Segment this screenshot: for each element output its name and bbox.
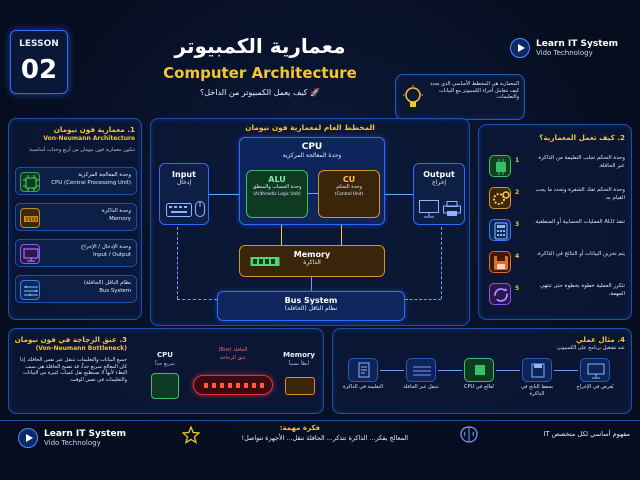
bottleneck-illustration	[145, 343, 319, 407]
input-bus-dashed-h	[177, 299, 217, 300]
section-von-neumann	[8, 118, 142, 320]
cu-title: CU	[342, 175, 356, 184]
section3-text: جميع البيانات والتعليمات تتنقل عبر نفس الحافلة. إذا كان المعالج سريع جداً، قد تصبح الحافلة هي سبب البطء لأنها لا تستطيع نقل كميات كبيرة من البيانات والتعليمات في نفس الوقت.	[19, 357, 127, 383]
monitor-icon	[419, 200, 439, 222]
unit-bus-en: Bus System	[99, 287, 131, 294]
brain-icon	[458, 425, 480, 449]
alu-english: (Arithmetic Logic Unit)	[253, 190, 301, 196]
bottleneck-ram-icon	[285, 377, 315, 395]
flow-arrow-3	[496, 370, 520, 371]
bottleneck-cpu-chip-icon	[151, 373, 179, 399]
page-subtitle: 🚀 كيف يعمل الكمبيوتر من الداخل؟	[200, 88, 320, 97]
section3-subtitle: (Von-Neumann Bottleneck)	[35, 345, 127, 352]
memory-bus-connector	[311, 277, 312, 291]
unit-memory-ar: وحدة الذاكرة	[101, 208, 131, 214]
step-row-5	[485, 283, 625, 307]
output-bus-dashed-h	[405, 299, 441, 300]
lesson-number: 02	[20, 55, 58, 85]
bottleneck-memory-note: أبطأ نسبياً	[288, 361, 310, 367]
step-text-2: وحدة التحكم تفك الشفرة وتحدد ما يجب القيام به.	[535, 187, 625, 201]
step-row-4	[485, 251, 625, 275]
io-icon	[20, 244, 40, 264]
star-icon	[182, 426, 200, 448]
brand-name: Learn IT System	[536, 39, 619, 49]
rocket-icon: 🚀	[310, 88, 320, 97]
page-title-arabic: معمارية الكمبيوتر	[174, 34, 346, 58]
flow-bus-icon	[406, 358, 436, 382]
lesson-badge	[10, 30, 68, 94]
flow-step-2: تنتقل عبر الحافلة	[403, 384, 439, 390]
output-title: Output	[423, 170, 455, 179]
printer-icon	[443, 201, 461, 221]
diagram-title: المخطط العام لمعمارية فون نيومان	[245, 123, 375, 132]
unit-memory-en: Memory	[109, 215, 131, 222]
cu-block	[318, 170, 380, 218]
input-bus-dashed-link	[177, 227, 178, 299]
memory-block	[239, 245, 385, 277]
step-number-1: 1	[515, 157, 520, 164]
bottleneck-cpu-label: CPU	[157, 351, 173, 359]
flow-monitor-icon	[580, 358, 610, 382]
memory-title: Memory	[293, 250, 331, 259]
step-text-5: تتكرر العملية خطوة بخطوة حتى تنتهي المهمة.	[540, 283, 625, 297]
unit-io-en: Input / Output	[93, 251, 131, 258]
alu-arabic: وحدة الحساب والمنطق	[252, 184, 302, 190]
keyboard-icon	[166, 202, 192, 221]
section-bottleneck	[8, 328, 324, 414]
alu-block	[246, 170, 308, 218]
step-text-4: يتم تخزين البيانات أو النتائج في الذاكرة.	[536, 251, 625, 257]
step-text-1: وحدة التحكم تجلب التعليمة من الذاكرة عبر الحافلة.	[538, 155, 625, 169]
flow-save-icon	[522, 358, 552, 382]
bottleneck-bus-pipe	[193, 375, 273, 395]
output-bus-dashed-link	[441, 227, 442, 299]
play-logo-icon	[18, 428, 38, 448]
bottleneck-memory-label: Memory	[283, 351, 315, 359]
bus-icon	[20, 280, 40, 300]
unit-bus-ar: نظام الناقل (الحافلة)	[83, 280, 131, 286]
ram-icon	[250, 254, 280, 274]
bottleneck-cpu-note: سريع جداً	[155, 361, 175, 367]
page-title-english: Computer Architecture	[163, 64, 357, 82]
flow-step-1: التعليمة في الذاكرة	[343, 384, 383, 390]
section4-title: 4. مثال عملي	[575, 335, 625, 344]
unit-cpu-ar: وحدة المعالجة المركزية	[78, 172, 131, 178]
output-block	[413, 163, 465, 225]
section1-title: 1. معمارية فون نيومان	[53, 125, 135, 134]
architecture-diagram	[150, 118, 470, 326]
cycle-icon	[489, 283, 511, 305]
input-block	[159, 163, 209, 225]
section3-title: 3. عنق الزجاجة في فون نيومان	[14, 335, 127, 344]
section1-subtitle: Von-Neumann Architecture	[43, 135, 135, 142]
bus-system-block	[217, 291, 405, 321]
unit-io-ar: وحدة الإدخال / الإخراج	[80, 244, 131, 250]
section1-intro: تتكون معمارية فون نيومان من أربع وحدات أساسية:	[28, 147, 135, 153]
footer-concept: مفهوم أساسي لكل متخصص IT	[543, 430, 630, 438]
calculator-icon	[489, 219, 511, 241]
info-note-text: المعمارية هي المخطط الأساسي الذي يحدد كيف تتعامل أجزاء الكمبيوتر مع البيانات والتعليمات.	[430, 81, 519, 100]
flow-step-5: يُعرض في الإخراج	[576, 384, 614, 390]
flow-cpu-icon	[464, 358, 494, 382]
cpu-output-connector	[385, 194, 413, 195]
info-note-box	[395, 74, 525, 120]
flow-arrow-4	[554, 370, 578, 371]
step-row-2	[485, 187, 625, 211]
flow-step-3: تُعالج في CPU	[464, 384, 494, 390]
input-cpu-connector	[209, 194, 239, 195]
step-number-2: 2	[515, 189, 520, 196]
step-row-3	[485, 219, 625, 243]
save-icon	[489, 251, 511, 273]
cpu-memory-connector-left	[281, 225, 282, 245]
unit-item-cpu	[15, 167, 137, 195]
alu-title: ALU	[268, 175, 286, 184]
chip-icon	[489, 155, 511, 177]
step-number-4: 4	[515, 253, 520, 260]
flow-step-4: يحفظ الناتج في الذاكرة	[520, 384, 554, 397]
step-row-1	[485, 155, 625, 179]
unit-cpu-en: CPU (Central Processing Unit)	[51, 179, 131, 186]
cpu-block	[239, 137, 385, 225]
mouse-icon	[195, 201, 205, 221]
cu-english: (Control Unit)	[334, 190, 364, 196]
step-number-5: 5	[515, 285, 520, 292]
section-how-it-works	[478, 124, 632, 320]
footer-brand-tagline: Vido Technology	[44, 439, 101, 447]
cpu-icon	[20, 172, 40, 192]
gears-icon	[489, 187, 511, 209]
cpu-memory-connector-right	[341, 225, 342, 245]
memory-icon	[20, 208, 40, 228]
lesson-label: LESSON	[19, 39, 59, 49]
unit-item-memory	[15, 203, 137, 231]
flow-document-icon	[348, 358, 378, 382]
output-arabic: إخراج	[431, 179, 447, 186]
section2-title: 2. كيف تعمل المعمارية؟	[539, 133, 625, 142]
input-arabic: إدخال	[176, 179, 192, 186]
memory-arabic: الذاكرة	[303, 259, 321, 266]
cpu-arabic: وحدة المعالجة المركزية	[282, 152, 342, 159]
bottleneck-bus-label: الحافلة (Bus)	[218, 347, 248, 353]
cu-arabic: وحدة التحكم	[335, 184, 363, 190]
play-logo-icon	[510, 38, 530, 58]
footer-idea-label: فكرة مهمة:	[279, 424, 320, 432]
footer-brand-name: Learn IT System	[44, 429, 127, 439]
bus-arabic: نظام الناقل (الحافلة)	[284, 305, 338, 312]
unit-item-io	[15, 239, 137, 267]
footer-divider	[0, 420, 640, 421]
cpu-title: CPU	[301, 142, 323, 152]
flow-arrow-2	[438, 370, 462, 371]
flow-arrow-1	[380, 370, 404, 371]
unit-item-bus	[15, 275, 137, 303]
footer-idea-text: المعالج يفكر... الذاكرة تتذكر... الحافلة تنقل... الأجهزة تتواصل!	[241, 434, 408, 442]
bus-title: Bus System	[284, 296, 338, 305]
step-text-3: تنفذ ALU العمليات الحسابية أو المنطقية.	[533, 219, 625, 225]
input-title: Input	[172, 170, 196, 179]
step-number-3: 3	[515, 221, 520, 228]
lightbulb-icon	[402, 85, 424, 111]
alu-cu-arrow	[308, 193, 318, 194]
brand-tagline: Vido Technology	[536, 49, 593, 57]
section4-intro: عند تشغيل برنامج على الكمبيوتر:	[556, 345, 625, 351]
brand-header	[510, 38, 618, 58]
bottleneck-bus-note: عنق الزجاجة	[219, 355, 247, 361]
brand-footer	[18, 428, 126, 448]
